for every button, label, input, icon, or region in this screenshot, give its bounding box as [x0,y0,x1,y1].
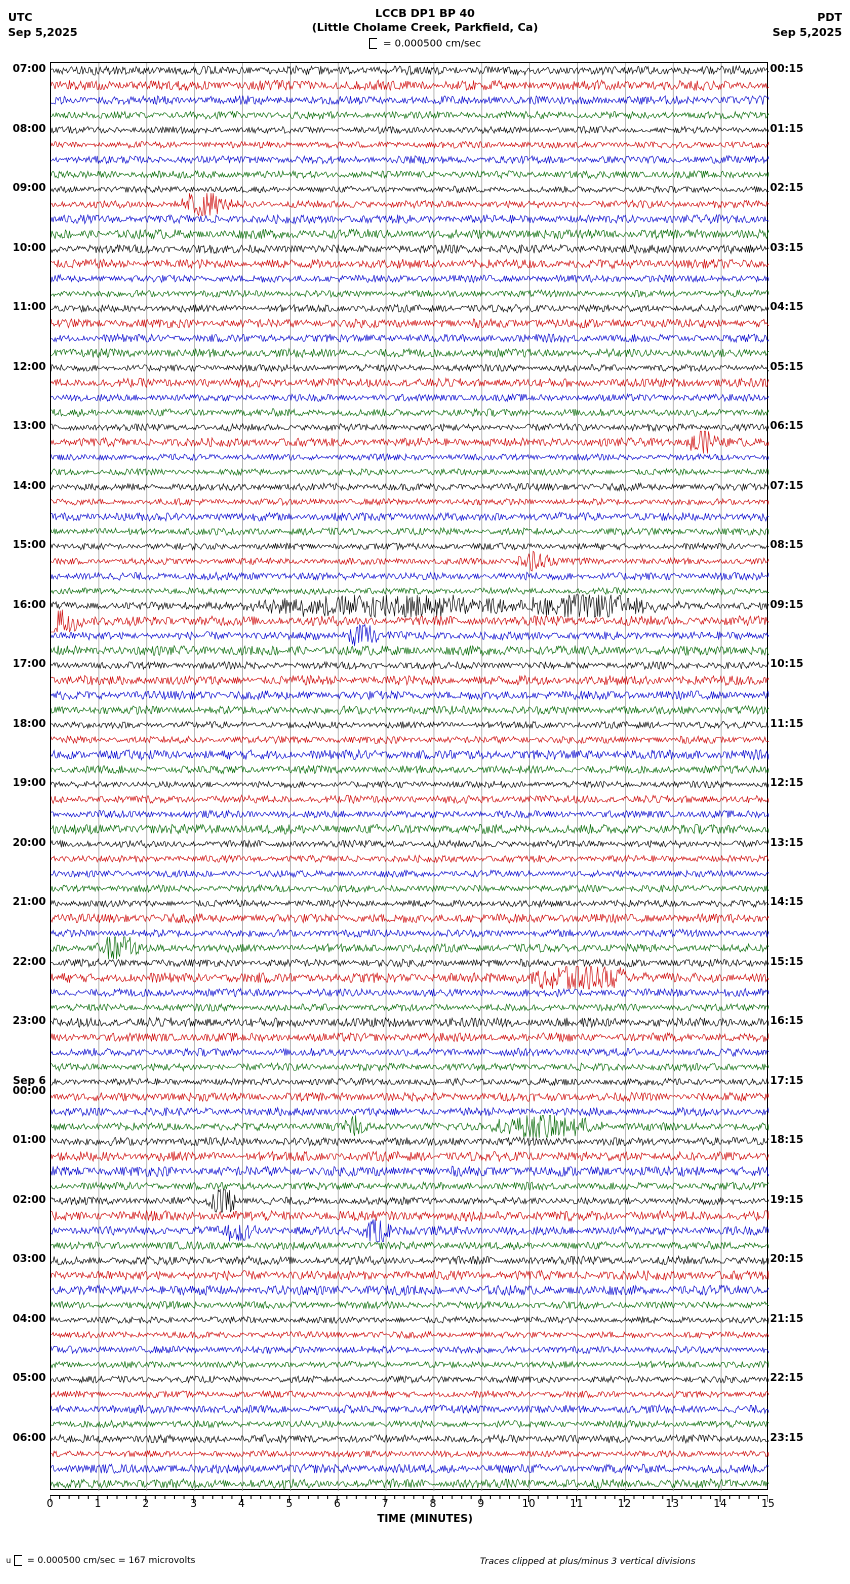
chart-title-block [0,7,850,35]
y-axis-label-pdt: 05:15 [770,360,804,373]
seismic-trace [51,1033,769,1042]
seismic-trace [51,1317,769,1324]
y-axis-label-pdt: 18:15 [770,1134,804,1147]
seismic-trace [51,795,769,803]
seismic-trace [51,959,769,967]
x-axis-tick-label: 2 [142,1498,150,1510]
seismic-trace [51,1115,769,1137]
y-axis-label-utc: 16:00 [12,598,46,611]
x-axis-tick-label: 11 [569,1498,584,1510]
seismic-trace [51,706,769,715]
seismic-trace [51,1151,769,1161]
y-axis-label-utc: 13:00 [12,420,46,433]
seismic-trace [51,691,769,700]
seismic-trace [51,66,769,75]
seismic-trace [51,1464,769,1473]
seismic-trace [51,989,769,997]
seismic-trace [51,937,769,959]
seismic-trace [51,1182,769,1190]
seismic-trace [51,1242,769,1250]
y-axis-label-pdt: 13:15 [770,836,804,849]
y-axis-label-utc: 12:00 [12,360,46,373]
y-axis-label-pdt: 23:15 [770,1431,804,1444]
seismic-trace [51,595,769,617]
seismic-trace [51,1048,769,1056]
x-axis-tick-label: 6 [333,1498,341,1510]
scale-legend-label: = 0.000500 cm/sec [383,38,481,50]
x-axis-tick-label: 12 [617,1498,632,1510]
seismic-trace [51,1137,769,1146]
seismic-trace [51,156,769,164]
seismic-trace [51,870,769,877]
seismic-trace [51,1421,769,1428]
seismic-trace [51,722,769,729]
x-axis-tick-label: 5 [285,1498,293,1510]
seismic-trace [51,127,769,134]
y-axis-label-utc: 21:00 [12,896,46,909]
y-axis-label-utc: 22:00 [12,955,46,968]
seismic-trace [51,142,769,149]
seismic-trace [51,1435,769,1443]
seismic-trace [51,1256,769,1265]
y-axis-label-pdt: 20:15 [770,1253,804,1266]
header-right-timezone-block [772,10,842,40]
y-axis-label-utc: 14:00 [12,479,46,492]
seismic-trace [51,610,769,632]
seismic-trace [51,528,769,535]
seismic-trace [51,275,769,283]
seismic-trace [51,111,769,119]
seismic-trace [51,646,769,656]
seismic-trace [51,1376,769,1383]
y-axis-label-pdt: 10:15 [770,658,804,671]
seismic-trace [51,750,769,760]
seismic-trace [51,394,769,401]
seismic-trace [51,96,769,105]
seismic-trace [51,334,769,342]
y-axis-label-pdt: 14:15 [770,896,804,909]
seismic-trace [51,290,769,297]
footer-scale-text: = 0.000500 cm/sec = 167 microvolts [27,1556,196,1566]
seismic-trace [51,1361,769,1368]
seismic-trace [51,662,769,669]
seismic-trace [51,512,769,521]
seismic-trace [51,1063,769,1071]
seismic-trace [51,588,769,595]
seismic-trace [51,1108,769,1116]
seismic-trace [51,824,769,834]
seismic-trace [51,1405,769,1413]
x-axis-tick-label: 3 [190,1498,197,1510]
seismic-trace [51,1451,769,1458]
seismic-trace [51,551,769,571]
x-axis-tick-label: 8 [429,1498,437,1510]
y-axis-label-pdt: 21:15 [770,1312,804,1325]
header-left-date: Sep 5,2025 [8,26,78,39]
seismic-trace [51,409,769,417]
footer-scale-note [6,1555,195,1566]
seismic-trace [51,1271,769,1281]
seismic-trace [51,499,769,506]
seismic-trace [51,215,769,224]
footer-scale-bar-icon [14,1555,22,1566]
seismic-trace [51,1092,769,1101]
seismic-trace [51,483,769,491]
seismic-trace [51,378,769,387]
seismic-trace [51,840,769,847]
x-axis-tick-label: 1 [94,1498,102,1510]
seismic-trace [51,1332,769,1339]
y-axis-label-utc: 18:00 [12,717,46,730]
seismic-trace [51,259,769,268]
y-axis-label-pdt: 02:15 [770,182,804,195]
seismic-trace [51,431,769,453]
seismic-trace [51,781,769,788]
seismic-trace [51,967,769,989]
seismic-trace [51,543,769,550]
x-axis-tick-label: 0 [46,1498,54,1510]
y-axis-label-pdt: 16:15 [770,1015,804,1028]
seismic-trace [51,454,769,461]
y-axis-label-pdt: 22:15 [770,1372,804,1385]
y-axis-label-utc: 19:00 [12,777,46,790]
helicorder-plot [50,62,768,1490]
seismic-trace [51,1018,769,1028]
y-axis-label-pdt: 07:15 [770,479,804,492]
y-axis-label-pdt: 08:15 [770,539,804,552]
x-axis-tick-label: 13 [665,1498,679,1510]
seismic-trace [51,914,769,923]
seismic-trace [51,349,769,358]
seismic-trace [51,1479,769,1489]
y-axis-label-utc: 11:00 [12,301,46,314]
seismic-trace [51,469,769,476]
y-axis-label-utc: Sep 6 [12,1074,46,1087]
y-axis-label-pdt: 06:15 [770,420,804,433]
seismic-trace [51,929,769,937]
seismic-trace [51,625,769,647]
seismic-trace [51,305,769,313]
x-axis-tick-label: 4 [238,1498,245,1510]
header-right-date: Sep 5,2025 [772,26,842,39]
seismic-trace [51,1166,769,1176]
seismic-trace [51,193,769,215]
y-axis-label-utc: 20:00 [12,836,46,849]
seismic-trace [51,736,769,743]
chart-subtitle: (Little Cholame Creek, Parkfield, Ca) [311,21,539,34]
y-axis-label-utc: 01:00 [12,1134,46,1147]
y-axis-label-pdt: 03:15 [770,241,804,254]
y-axis-label-pdt: 15:15 [770,955,804,968]
seismic-trace [51,171,769,179]
x-axis-tick-label: 9 [477,1498,485,1510]
seismic-trace [51,1285,769,1295]
y-axis-label-pdt: 19:15 [770,1193,804,1206]
amplitude-scale-legend [0,38,850,50]
y-axis-label-utc: 05:00 [12,1372,46,1385]
y-axis-label-utc: 04:00 [12,1312,46,1325]
x-axis-tick-label: 7 [381,1498,389,1510]
seismic-trace [51,855,769,862]
y-axis-label-utc: 07:00 [12,63,46,76]
y-axis-label-utc: 03:00 [12,1253,46,1266]
seismic-trace [51,80,769,90]
seismic-trace [51,675,769,685]
seismic-trace [51,885,769,892]
footer-scale-prefix: u [6,1556,12,1565]
seismic-trace [51,424,769,431]
y-axis-label-utc: 23:00 [12,1015,46,1028]
y-axis-label-utc: 15:00 [12,539,46,552]
seismic-trace [51,1301,769,1308]
y-axis-label-utc: 17:00 [12,658,46,671]
chart-header [0,0,850,58]
seismic-trace [51,1004,769,1011]
y-axis-label-pdt: 11:15 [770,717,804,730]
y-axis-label-utc: 06:00 [12,1431,46,1444]
y-axis-label-utc: 02:00 [12,1193,46,1206]
y-axis-label-utc: 08:00 [12,122,46,135]
seismic-trace [51,245,769,254]
seismic-trace [51,1211,769,1221]
chart-title: LCCB DP1 BP 40 [375,7,475,20]
seismic-trace [51,572,769,580]
y-axis-label-pdt: 12:15 [770,777,804,790]
x-axis-tick-label: 15 [761,1498,775,1510]
seismic-trace [51,186,769,193]
seismic-trace [51,1078,769,1085]
seismic-trace [51,364,769,371]
y-axis-label-utc: 00:00 [12,1084,46,1097]
seismic-trace [51,766,769,774]
y-axis-label-pdt: 17:15 [770,1074,804,1087]
y-axis-label-pdt: 09:15 [770,598,804,611]
seismic-trace [51,1190,769,1212]
footer-clip-note: Traces clipped at plus/minus 3 vertical divisions [480,1557,696,1567]
header-right-timezone: PDT [817,11,842,24]
seismic-trace [51,1391,769,1398]
seismic-trace [51,900,769,907]
x-axis-title: TIME (MINUTES) [377,1513,473,1525]
seismic-trace [51,229,769,239]
y-axis-label-pdt: 00:15 [770,63,804,76]
x-axis-tick-label: 10 [521,1498,536,1510]
seismic-trace [51,1220,769,1242]
y-axis-label-utc: 09:00 [12,182,46,195]
seismic-trace [51,1346,769,1353]
y-axis-label-pdt: 04:15 [770,301,804,314]
scale-bar-icon [369,38,377,49]
seismic-trace [51,319,769,328]
x-axis-tick-label: 14 [713,1498,727,1510]
y-axis-label-utc: 10:00 [12,241,46,254]
header-left-timezone: UTC [8,11,33,24]
y-axis-label-pdt: 01:15 [770,122,804,135]
seismic-trace [51,811,769,819]
